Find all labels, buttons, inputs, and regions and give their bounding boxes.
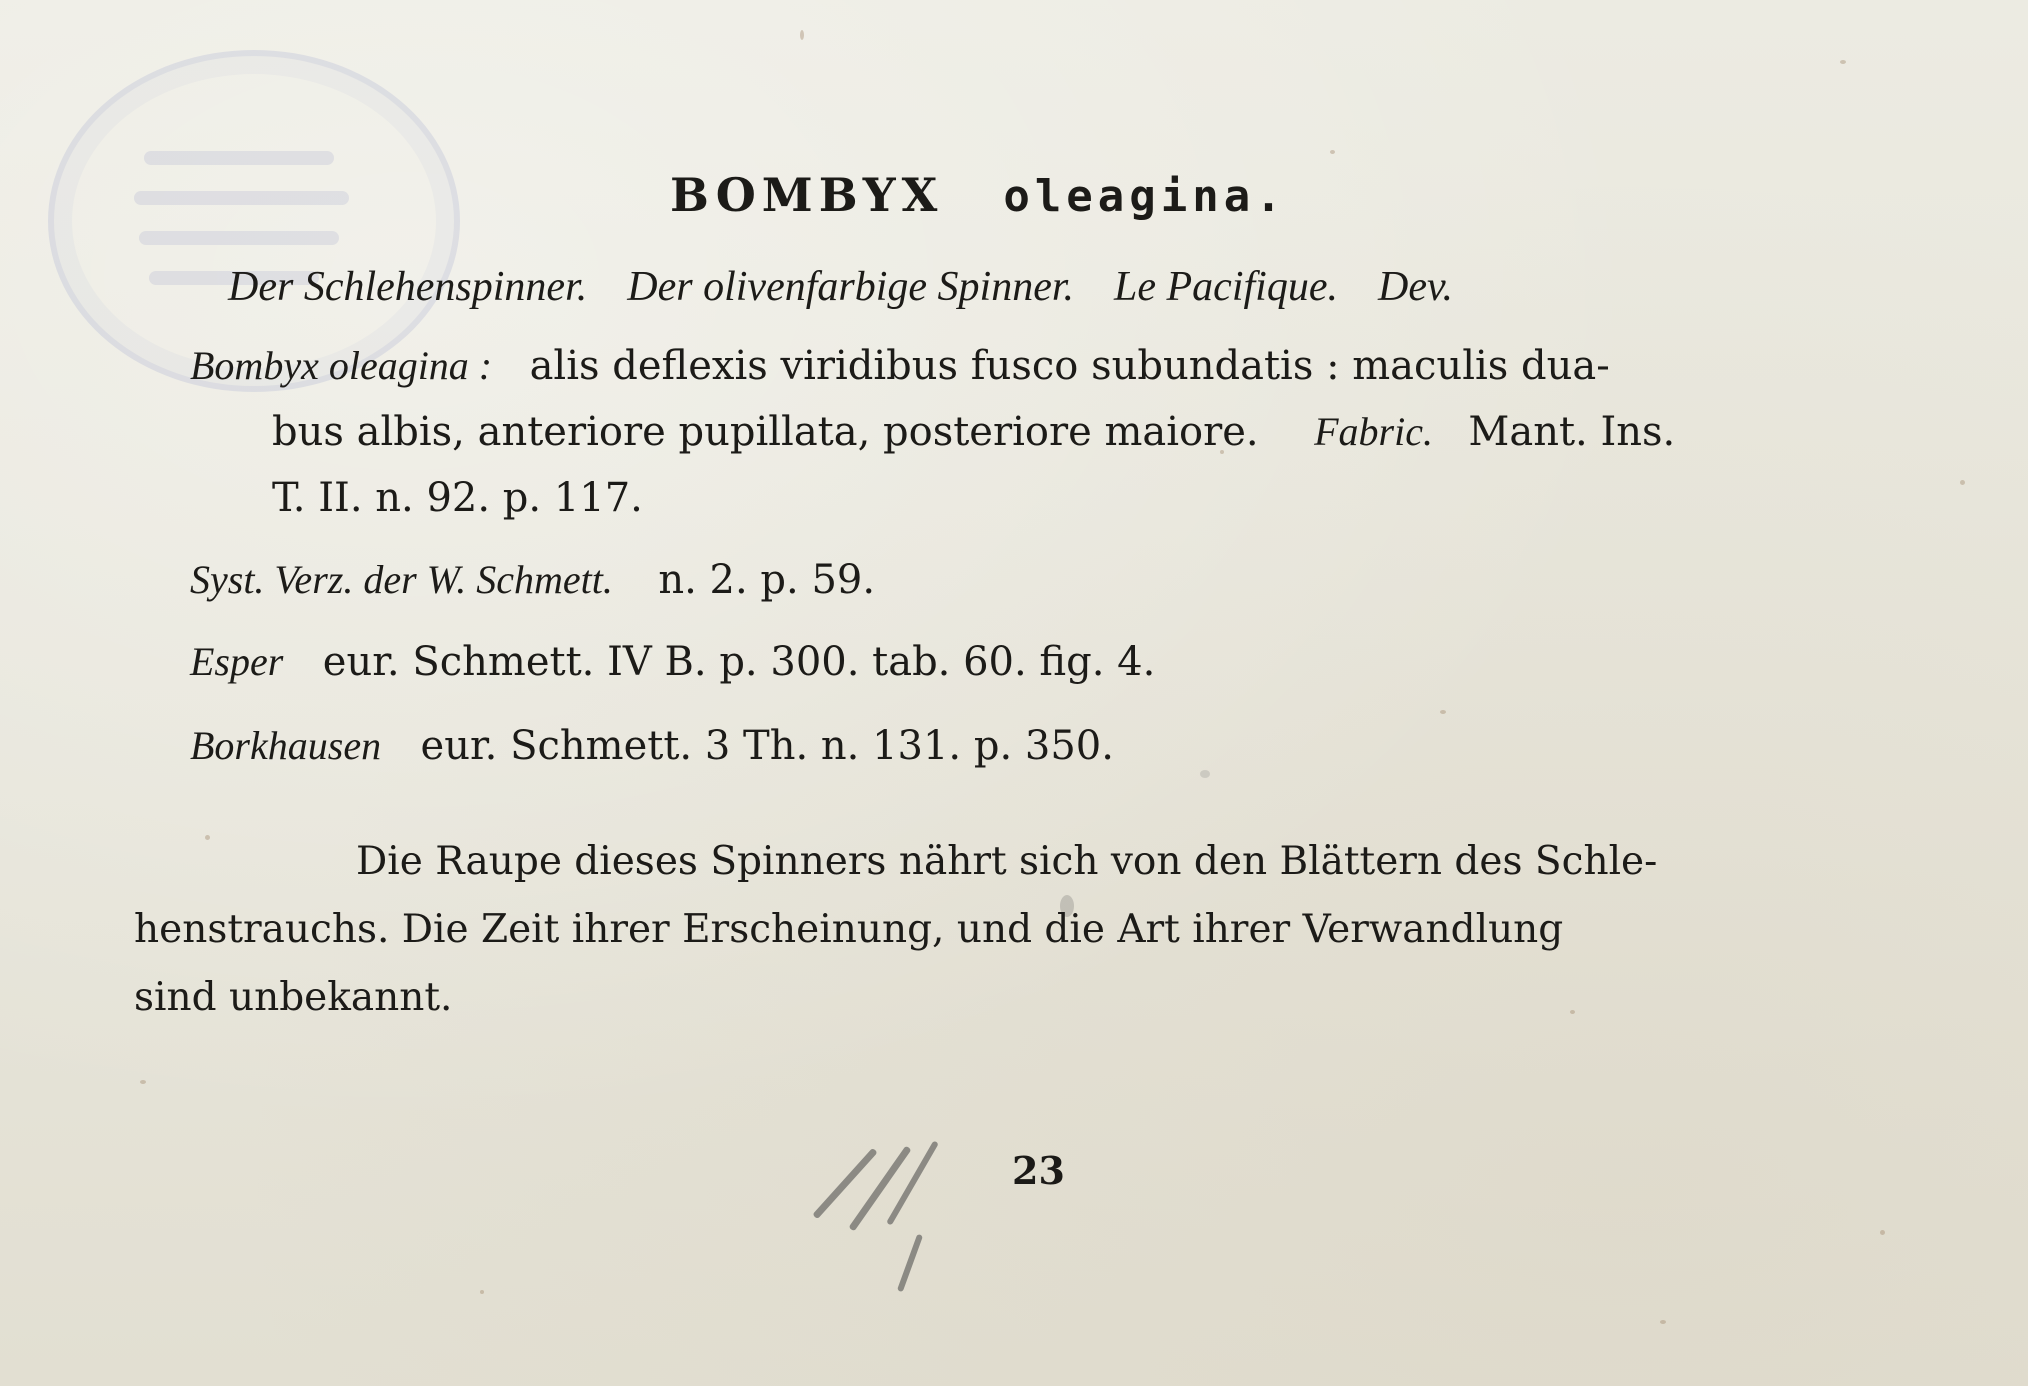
fabricius-taxon: Bombyx oleagina :	[190, 343, 493, 388]
pencil-mark	[886, 1140, 939, 1225]
pencil-mark	[897, 1234, 923, 1292]
fabricius-line-2	[272, 409, 1676, 455]
fabricius-author: Fabric.	[1314, 409, 1433, 454]
common-name-1: Der Schlehenspinner.	[228, 264, 588, 310]
fabricius-line-3: T. II. n. 92. p. 117.	[272, 475, 643, 521]
reference-1-text: n. 2. p. 59.	[658, 557, 876, 603]
description-line-1: Die Raupe dieses Spinners nährt sich von den Blättern des Schle-	[356, 839, 1658, 884]
heading-species: oleagina.	[1003, 171, 1287, 222]
reference-3-text: eur. Schmett. 3 Th. n. 131. p. 350.	[420, 723, 1114, 769]
reference-3	[190, 723, 1114, 769]
reference-1-author: Syst. Verz. der W. Schmett.	[190, 557, 613, 602]
description-line-2: henstrauchs. Die Zeit ihrer Erscheinung, und die Art ihrer Verwandlung	[134, 907, 1564, 952]
pencil-mark	[848, 1146, 911, 1232]
common-name-2: Der olivenfarbige Spinner.	[627, 264, 1075, 310]
heading	[670, 168, 1287, 222]
library-stamp	[48, 50, 460, 392]
common-names	[228, 266, 1453, 308]
fabricius-line-2-text: bus albis, anteriore pupillata, posteriore maiore.	[272, 409, 1259, 455]
fabricius-line-1	[190, 343, 1610, 389]
description-line-3: sind unbekannt.	[134, 975, 453, 1020]
common-name-4: Dev.	[1377, 264, 1453, 310]
fabricius-line-2-tail: Mant. Ins.	[1468, 409, 1676, 455]
reference-2	[190, 639, 1156, 685]
fabricius-line-1-text: alis deflexis viridibus fusco subundatis : maculis dua-	[529, 343, 1610, 389]
reference-2-author: Esper	[190, 639, 284, 684]
reference-1	[190, 557, 876, 603]
common-name-3: Le Pacifique.	[1114, 264, 1338, 310]
page-number: 23	[1012, 1148, 1065, 1193]
reference-3-author: Borkhausen	[190, 723, 382, 768]
heading-genus: BOMBYX	[670, 168, 944, 222]
reference-2-text: eur. Schmett. IV B. p. 300. tab. 60. fig. 4.	[322, 639, 1156, 685]
